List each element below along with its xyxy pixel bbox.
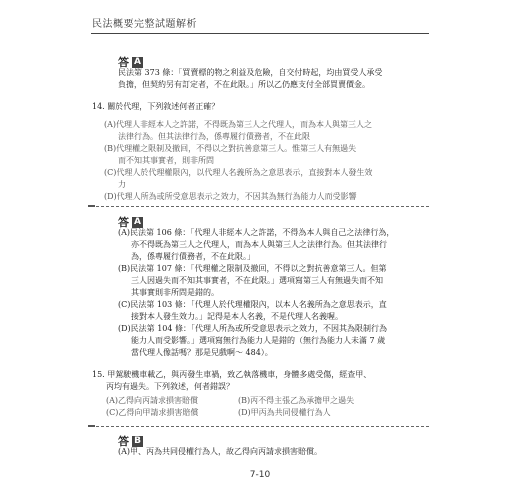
q15-question-line-1: 15. 甲駕駛機車載乙，與丙發生車禍，致乙執落機車，身體多處受傷，經查甲、 — [92, 370, 372, 379]
q14-explanation-line-2: 亦不得既為第三人之代理人，而為本人與第三人之法律行為。但其法律行 — [131, 240, 387, 249]
q14-question: 14. 關於代理，下列敘述何者正確？ — [92, 102, 220, 111]
q15-explanation: (A)甲、丙為共同侵權行為人，故乙得向丙請求損害賠償。 — [118, 447, 323, 456]
q15-option-d: (D)甲丙為共同侵權行為人 — [238, 408, 331, 417]
q14-option-line-4: 而不知其事實者，則非所問 — [118, 156, 214, 165]
q14-explanation-line-4: (B)民法第 107 條：「代理權之限制及撤回，不得以之對抗善意第三人。但第 — [118, 264, 387, 273]
page-header-title: 民法概要完整試題解析 — [92, 19, 197, 30]
page-number: 7-10 — [249, 470, 271, 480]
section-separator — [91, 426, 429, 427]
q15-option-c: (C)乙得向甲請求損害賠償 — [106, 408, 199, 417]
q14-explanation-line-6: 其事實則非所問是錯的。 — [131, 288, 219, 297]
answer-label: 答 — [118, 216, 129, 229]
q13-explanation-line-1: 民法第 373 條：「買賣標的物之利益及危險，自交付時起，均由買受人承受 — [118, 68, 383, 77]
q14-option-line-7: (D)代理人所為或所受意思表示之效力，不因其為無行為能力人而受影響 — [104, 192, 357, 201]
q14-option-line-5: (C)代理人於代理權限內，以代理人名義所為之意思表示，直接對本人發生效 — [104, 168, 373, 177]
q15-option-a: (A)乙得向丙請求損害賠償 — [106, 396, 199, 405]
q14-option-line-6: 力 — [118, 180, 126, 189]
q15-option-b: (B)丙不得主張乙為承擔甲之過失 — [238, 396, 355, 405]
answer-label: 答 — [118, 56, 129, 69]
q14-explanation-line-8: 接對本人發生效力。」記得是本人名義，不是代理人名義喔。 — [131, 312, 343, 321]
section-separator-mark — [88, 205, 95, 207]
q14-option-line-2: 法律行為。但其法律行為，係專履行債務者，不在此限 — [118, 132, 310, 141]
q14-explanation-line-10: 能力人而受影響。」選項寫無行為能力人是錯的（無行為能力人未滿 7 歲 — [131, 336, 386, 345]
q14-explanation-line-7: (C)民法第 103 條：「代理人於代理權限內，以本人名義所為之意思表示，直 — [118, 300, 387, 309]
q14-explanation-line-9: (D)民法第 104 條：「代理人所為或所受意思表示之效力，不因其為限制行為 — [118, 324, 388, 333]
q14-option-line-3: (B)代理權之限制及撤回，不得以之對抗善意第三人。惟第三人有無過失 — [104, 144, 357, 153]
answer-letter-box: A — [132, 57, 143, 68]
q14-explanation-line-11: 當代理人像話嗎？那是兒戲啊～ 484）。 — [131, 348, 273, 357]
q14-option-line-1: (A)代理人非經本人之許諾，不得既為第三人之代理人，而為本人與第三人之 — [104, 120, 373, 129]
answer-label: 答 — [118, 435, 129, 448]
q15-question-line-2: 丙均有過失。下列敘述，何者錯誤？ — [106, 382, 234, 391]
q14-explanation-line-3: 為，係專履行債務者，不在此限。」 — [131, 252, 255, 261]
answer-letter-box: B — [132, 436, 143, 447]
q14-explanation-line-5: 三人因過失而不知其事實者，不在此限。」選項寫第三人有無過失而不知 — [131, 276, 383, 285]
header-rule — [91, 33, 429, 34]
q14-explanation-line-1: (A)民法第 106 條：「代理人非經本人之許諾，不得為本人與自己之法律行為， — [118, 228, 395, 237]
answer-letter-box: A — [132, 217, 143, 228]
section-separator — [91, 206, 429, 207]
section-separator-mark — [88, 425, 95, 427]
q13-explanation-line-2: 負擔，但契約另有訂定者，不在此限。」所以乙仍應支付全部買賣價金。 — [118, 80, 370, 89]
